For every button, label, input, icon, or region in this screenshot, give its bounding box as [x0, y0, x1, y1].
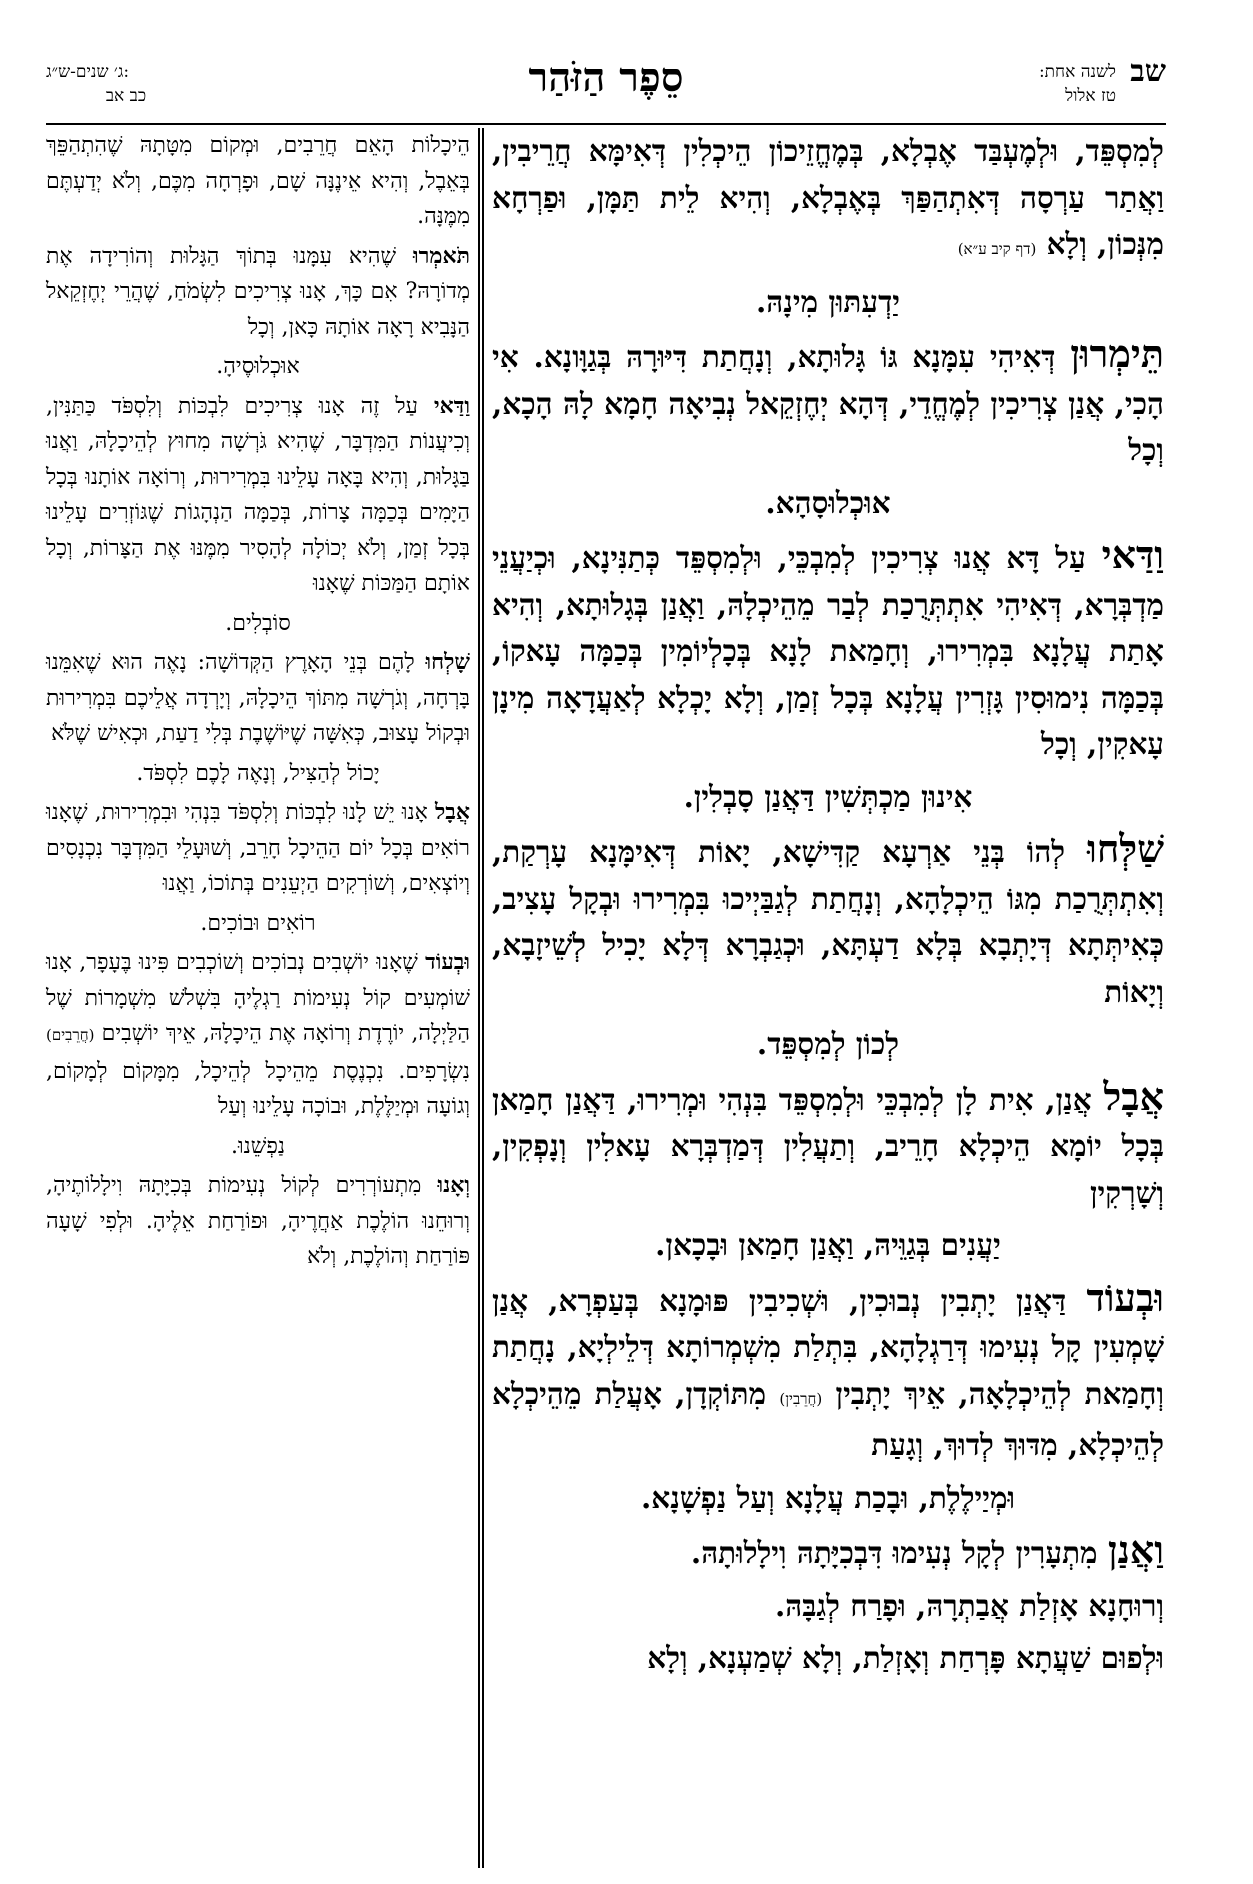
main-p6-lead: וּבְעוֹד — [1086, 1274, 1164, 1320]
side-paragraph-2 — [46, 239, 470, 346]
main-paragraph-2-end: אוּכְלוּסָהָא. — [765, 484, 891, 520]
main-p3-lead: וַדַּאי — [1101, 532, 1165, 577]
main-p7-lead: וַאֲנַן — [1107, 1527, 1164, 1572]
side-paragraph-6-end: נַפְשֵׁנוּ. — [230, 1133, 286, 1159]
side-s7-text: מִתְעוֹרְרִים לְקוֹל נְעִימוֹת בְּכִיָּתָהּ וִילָלוֹתֶיהָ, וְרוּחֵנוּ הוֹלֶכֶת אַחֲרֶיהָ, וּפוֹרַחַת אֵלֶיהָ. וּלְפִי שָׁעָה פּוֹרַחַת וְהוֹלֶכֶת, וְלֹא — [46, 1173, 470, 1269]
main-paragraph-4 — [492, 826, 1164, 1015]
side-s6-text-b: נִשְׂרָפִים. נִכְנֶסֶת מֵהֵיכָל לְהֵיכָל, מִמָּקוֹם לְמָקוֹם, וְגוֹעָה וּמְיַלֶּלֶת, וּבוֹכָה עָלֵינוּ וְעַל — [46, 1058, 470, 1119]
side-s5-text: אָנוּ יֵשׁ לָנוּ לִבְכּוֹת וְלִסְפֹּד בִּנְהִי וּבִמְרִירוּת, שֶׁאָנוּ רוֹאִים בְּכָל יוֹם הַהֵיכָל חָרֵב, וְשׁוּעָלֵי הַמִּדְבָּר נִכְנָסִים וְיוֹצְאִים, וְשׁוֹרְקִים הַיְעֵנִים בְּתוֹכוֹ, וַאֲנוּ — [46, 800, 470, 896]
side-paragraph-5-end: רוֹאִים וּבוֹכִים. — [200, 910, 316, 936]
main-p7-text: מִתְעָרִין לְקָל נְעִימוּ דִּבְכִיָּתָהּ וִילָלוּתָהּ. — [690, 1535, 1098, 1570]
side-paragraph-6 — [46, 945, 470, 1125]
main-p5-lead: אֲבָל — [1103, 1073, 1164, 1119]
side-paragraph-2-end: אוּכְלוּסֶיהָ. — [216, 354, 300, 379]
side-s5-lead: אֲבָל — [434, 799, 471, 825]
side-s4-lead: שָׁלְחוּ — [425, 649, 470, 675]
side-s6-lead: וּבְעוֹד — [425, 949, 471, 975]
column-separator-inner — [482, 128, 484, 1868]
side-s7-lead: וְאָנוּ — [437, 1172, 471, 1198]
side-paragraph-4-end: יָכוֹל לְהַצִּיל, וְנָאֶה לָכֶם לִסְפֹּד. — [136, 760, 380, 786]
main-paragraph-1 — [492, 128, 1164, 273]
side-s6-note: (חֲרֵבִים) — [46, 1026, 95, 1044]
main-paragraph-6 — [492, 1275, 1164, 1469]
main-paragraph-3-end: אִינוּן מַכְתְּשִׁין דַּאֲנַן סָבְלִין. — [683, 778, 973, 814]
header-rule — [46, 123, 1166, 125]
side-paragraph-5 — [46, 795, 470, 902]
side-paragraph-7 — [46, 1168, 470, 1275]
header-left-info — [46, 60, 206, 108]
main-paragraph-8: וְרוּחָנָא אָזְלַת אֲבַתְרָהּ, וּפָרַח לְגַבָּהּ. — [774, 1587, 1164, 1623]
side-paragraph-3-end: סוֹבְלִים. — [225, 610, 291, 636]
side-s2-text: שֶׁהִיא עִמָּנוּ בְּתוֹךְ הַגָּלוּת וְהוֹרִידָה אֶת מְדוֹרָהּ? אִם כָּךְ, אָנוּ צְרִיכִים לִשְׂמֹחַ, שֶׁהֲרֵי יְחֶזְקֵאל הַנָּבִיא רָאָה אוֹתָהּ כָּאן, וְכָל — [46, 243, 470, 340]
column-separator — [478, 128, 480, 1868]
main-page-ref: (דף קיב ע״א) — [957, 240, 1037, 258]
main-paragraph-5-end: יַעֲנִים בְּגַוֵּיהּ, וַאֲנַן חָמַאן וּבָכָאן. — [655, 1227, 1001, 1262]
header-right-line2: טז אלול — [1065, 86, 1116, 106]
main-paragraph-3 — [492, 532, 1164, 768]
side-paragraph-4 — [46, 645, 470, 752]
aramaic-column — [492, 128, 1164, 1868]
main-paragraph-1-end: יַדְעִתּוּן מִינָהּ. — [756, 283, 900, 319]
main-paragraph-9: וּלְפוּם שַׁעֲתָא פָּרְחַת וְאָזְלַת, וְלָא שְׁמַעְנָא, וְלָא — [647, 1640, 1164, 1675]
side-s3-text: עַל זֶה אָנוּ צְרִיכִים לִבְכּוֹת וְלִסְפֹּד כַּתַּנִּין, וְכִיעֲנוֹת הַמִּדְבָּר, שֶׁהִיא גֹּרְשָׁה מִחוּץ לְהֵיכָלָהּ, וַאֲנוּ בַּגָּלוּת, וְהִיא בָּאָה עָלֵינוּ בִּמְרִירוּת, וְרוֹאָה אוֹתָנוּ בְּכָל הַיָּמִים בְּכַמָּה צָרוֹת, בְּכַמָּה הַנְהָגוֹת שֶׁגּוֹזְרִים עָלֵינוּ בְּכָל זְמַן, וְלֹא יְכוֹלָה לְהָסִיר מִמֶּנּוּ אֶת הַצָּרוֹת, וְכָל אוֹתָם הַמַּכּוֹת שֶׁאָנוּ — [46, 393, 470, 596]
page-header — [46, 52, 1166, 122]
main-p2-lead: תֵּימְרוּן — [1070, 331, 1164, 376]
main-p4-text: לְהוֹ בְּנֵי אַרְעָא קַדִּישָׁא, יָאוֹת דְּאִימָּנָא עָרְקַת, וְאִתְתְּרֻכַת מִגּוֹ הֵיכְלָהָא, וְנָחֲתַת לְגַבַּיְיכוּ בִּמְרִירוּ וּבְקָל עָצִיב, כְּאִיתְּתָא דְּיָתְבָא בְּלָא דַעְתָּא, וּכְגַבְרָא דְּלָא יָכִיל לְשֵׁיזָבָא, וְיָאוֹת — [492, 834, 1164, 1009]
main-paragraph-4-end: לְכוֹן לְמִסְפֵּד. — [756, 1026, 900, 1061]
side-s6-text: שֶׁאָנוּ יוֹשְׁבִים נְבוֹכִים וְשׁוֹכְבִים פִּינוּ בֶּעָפָר, אָנוּ שׁוֹמְעִים קוֹל נְעִימוֹת רַגְלֶיהָ בִּשְׁלֹשׁ מִשְׁמָרוֹת שֶׁל הַלַּיְלָה, יוֹרֶדֶת וְרוֹאָה אֶת הֵיכָלָהּ, אֵיךְ יוֹשְׁבִים — [46, 950, 470, 1046]
side-s3-lead: וַדַּאי — [433, 392, 470, 419]
page-title: סֵפֶר הַזֹּהַר — [528, 54, 684, 101]
main-paragraph-5 — [492, 1074, 1164, 1217]
main-paragraph-2 — [492, 331, 1164, 474]
header-sheva: שב — [1130, 54, 1166, 89]
main-p3-text: עַל דָּא אֲנוּ צְרִיכִין לְמִבְכֵּי, וּלְמִסְפֵּד כְּתַנִּינָא, וּכְיַעֲנֵי מַדְבְּרָא, דְּאִיהִי אִתְתְּרֻכַת לְבַר מֵהֵיכְלָהּ, וַאֲנַן בְּגָלוּתָא, וְהִיא אָתַת עֲלָנָא בִּמְרִירוּ, וְחָמַאת לָנָא בְּכָלְיוֹמִין בְּכַמָּה עָאקוֹ, בְּכַמָּה נִימוּסִין גָּזְרִין עֲלָנָא בְּכָל זְמַן, וְלָא יָכְלָא לְאַעֲדָאָה מִינָן עָאקִין, וְכָל — [492, 540, 1164, 761]
main-p2-text: דְּאִיהִי עִמָּנָא גּוֹ גָּלוּתָא, וְנָחֲתַת דִּיּוּרָהּ בְּגַוָּונָא. אִי הָכִי, אֲנַן צְרִיכִין לְמֶחֱדֵי, דְּהָא יְחֶזְקֵאל נְבִיאָה חָמָא לָהּ הָכָא, וְכָל — [492, 339, 1164, 467]
side-s2-lead: תֹּאמְרוּ — [412, 242, 470, 269]
main-p4-lead: שַׁלְּחוּ — [1087, 826, 1164, 871]
main-p6-text: דַּאֲנַן יָתְבִין נְבוּכִין, וּשְׁכִיבִין פּוּמָנָא בְּעַפְרָא, אֲנַן שָׁמְעִין קָל נְעִימוּ דְּרַגְלָהָא, בִּתְלַת מִשְׁמְרוֹתָא דְּלֵילְיָא, נָחֲתַת וְחָמַאת לְהֵיכְלָאָה, אֵיךְ יָתְבִין — [492, 1282, 1164, 1411]
main-paragraph-7 — [492, 1527, 1164, 1577]
side-paragraph-1: הֵיכָלוֹת הָאֵם חֲרֵבִים, וּמְקוֹם מִטָּתָהּ שֶׁהִתְהַפֵּךְ בְּאֵבֶל, וְהִיא אֵינֶנָּה שָׁם, וּפָרְחָה מִכֶּם, וְלֹא יְדַעְתֶּם מִמֶּנָּה. — [46, 133, 470, 229]
main-p6-text-b: מִתּוֹקְדָן, אָעֲלַת מֵהֵיכְלָא לְהֵיכְלָא, מִדּוּךְ לְדוּךְ, וְגָעַת — [492, 1375, 1164, 1462]
main-p1-text: לְמִסְפֵּד, וּלְמֶעְבַּד אֶבְלָא, בְּמֶחֱזֵיכוֹן הֵיכְלִין דְּאִימָּא חֲרֵיבִין, וַאֲתַר עַרְסָה דְּאִתְהַפַּךְ בְּאֶבְלָא, וְהִיא לֵית תַּמָּן, וּפַרְחָא מִנְּכוֹן, וְלָא — [492, 133, 1164, 261]
hebrew-translation-column — [46, 128, 470, 1868]
side-paragraph-3 — [46, 389, 470, 602]
main-p6-note: (חֲרֵבִין) — [779, 1389, 823, 1408]
header-left-line2: כב אב — [105, 86, 147, 106]
header-right-info — [916, 60, 1116, 108]
side-s4-text: לָהֶם בְּנֵי הָאָרֶץ הַקְּדוֹשָׁה: נָאֶה הוּא שֶׁאִמֵּנוּ בָּרְחָה, וְגֹרְשָׁה מִתּוֹךְ הֵיכָלָהּ, וְיָרְדָה אֲלֵיכֶם בִּמְרִירוּת וּבְקוֹל עָצוּב, כְּאִשָּׁה שֶׁיּוֹשֶׁבֶת בְּלִי דַעַת, וּכְאִישׁ שֶׁלֹּא — [46, 650, 470, 746]
main-p5-text: אֲנַן, אִית לָן לְמִבְכֵּי וּלְמִסְפֵּד בִּנְהִי וּמְרִירוּ, דַּאֲנַן חָמַאן בְּכָל יוֹמָא הֵיכְלָא חָרֵיב, וְתַעֲלִין דְּמַדְבְּרָא עָאלִין וְנָפְקִין, וְשָׁרְקִין — [492, 1081, 1164, 1210]
header-left-line1: ג׳ שנים-ש״ג: — [46, 62, 130, 82]
main-paragraph-6-end: וּמְיַילֶלֶת, וּבָכַת עֲלָנָא וְעַל נַפְשָׁנָא. — [640, 1479, 1016, 1515]
header-right-line1: לשנה אחת: — [1038, 62, 1116, 82]
